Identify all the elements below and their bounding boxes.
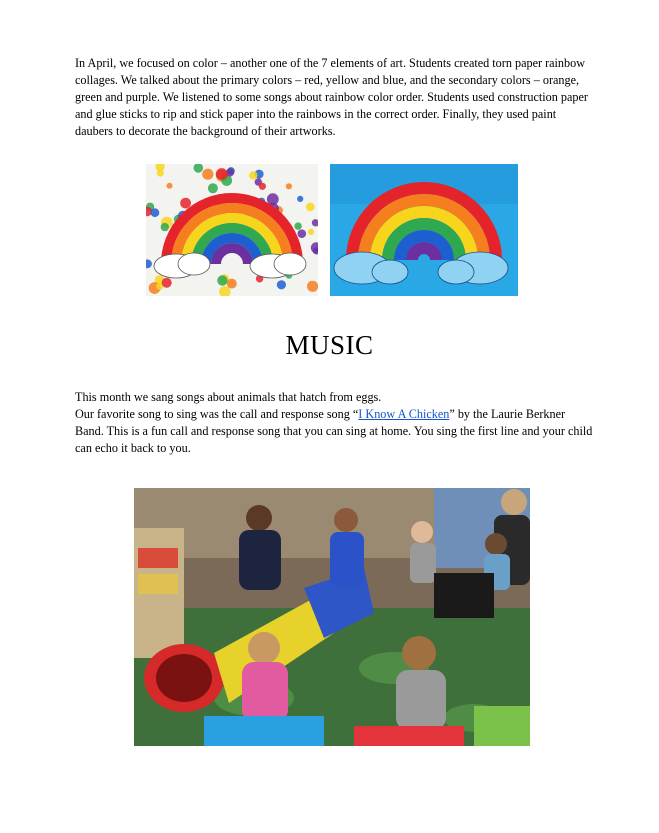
rainbow-collage-photo-blue xyxy=(330,164,518,296)
song-link[interactable]: I Know A Chicken xyxy=(358,406,450,421)
classroom-music-photo xyxy=(134,488,530,746)
rainbow-collage-photo-white xyxy=(146,164,318,296)
music-line-2-start: Our favorite song to sing was the call and response song “ xyxy=(75,406,359,421)
art-paragraph: In April, we focused on color – another one of the 7 elements of art. Students created torn paper rainbow collages. We talked about the primary colors – red, yellow and blue, and the secondary colors – orange, green and purple. We listened to some songs about rainbow color order. Students used construction paper and glue sticks to rip and stick paper into the rainbows in the correct order. Finally, they used paint daubers to decorate the background of their artworks. xyxy=(75,56,588,138)
music-line-2-end: ” by the Laurie Berkner Band. This is a fun call and response song that you can sing at home. You sing the first line and your child can echo it back to you. xyxy=(75,406,593,455)
music-paragraph xyxy=(75,389,595,457)
music-line-1: This month we sang songs about animals that hatch from eggs. xyxy=(75,390,382,404)
music-heading: MUSIC xyxy=(285,330,374,360)
